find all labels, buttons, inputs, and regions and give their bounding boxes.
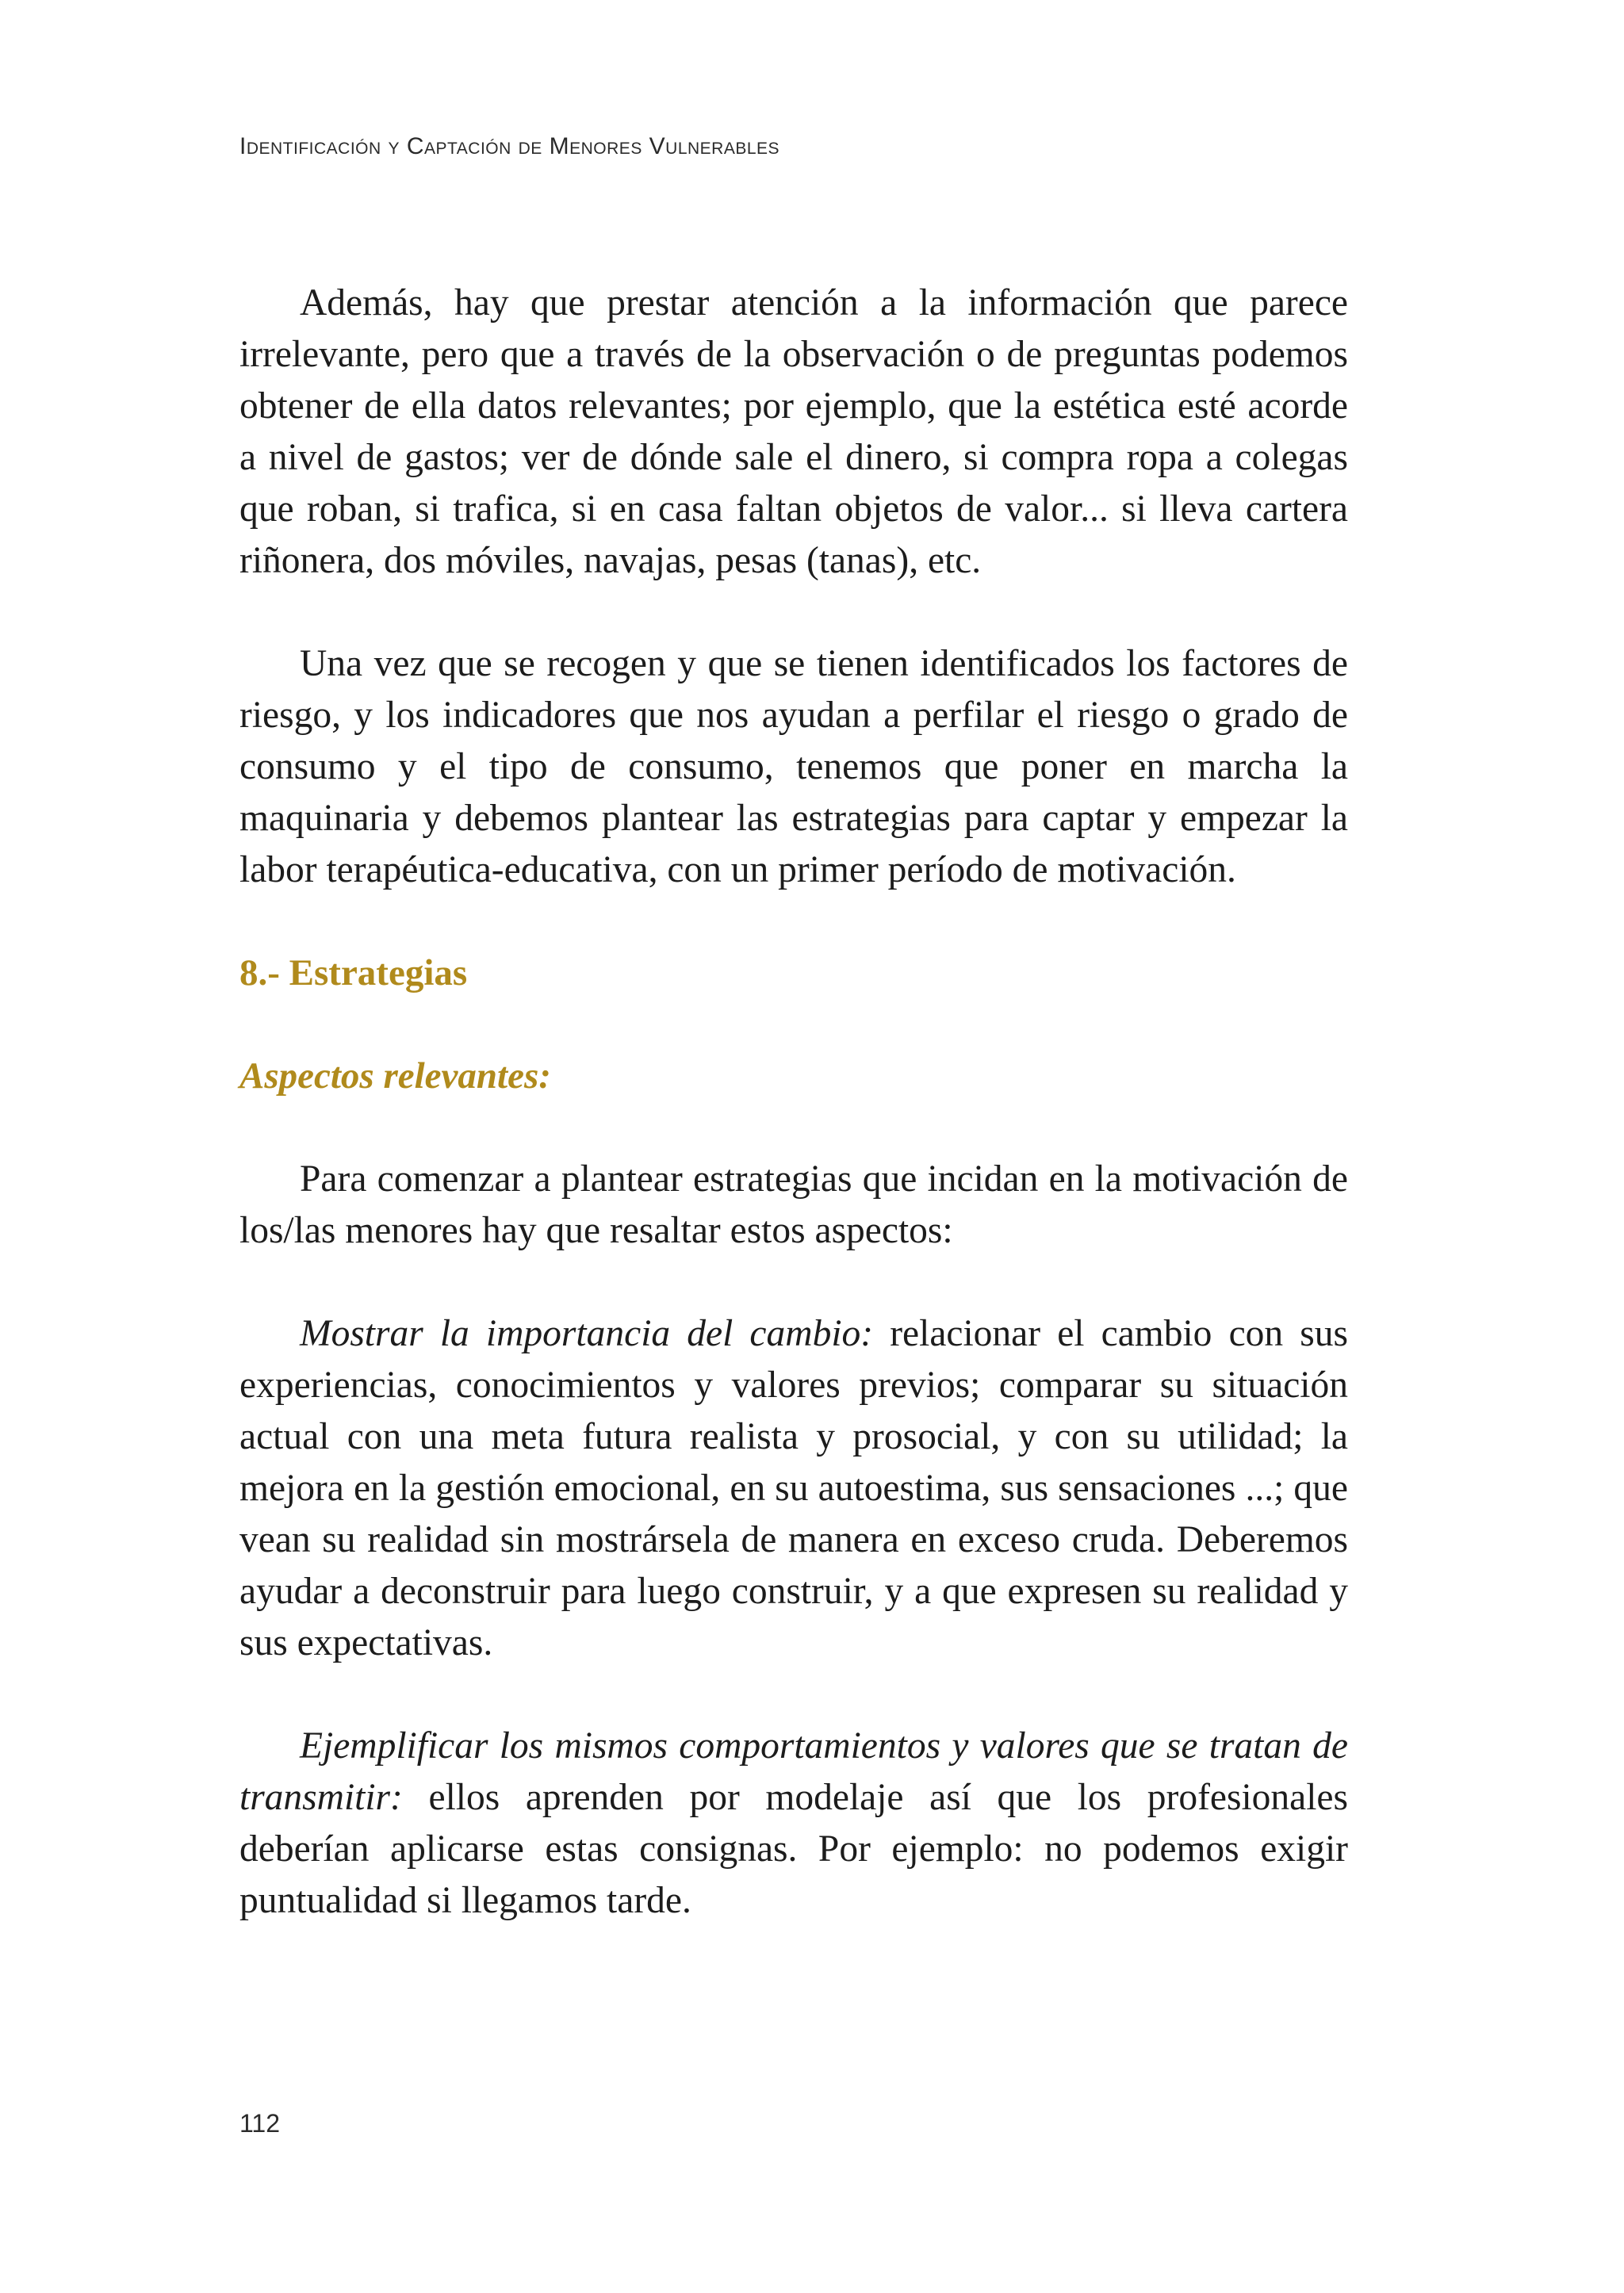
lead-in-importance-of-change: Mostrar la importancia del cambio: <box>300 1313 874 1354</box>
paragraph-exemplify-behaviours-text: ellos aprenden por modelaje así que los profesionales deberían aplicarse estas consignas. Por ejemplo: no podemos exigir puntualidad si llegamos tarde. <box>239 1777 1348 1921</box>
running-header-title: Identificación y Captación de Menores Vulnerables <box>239 133 780 159</box>
paragraph-attention-information: Además, hay que prestar atención a la información que parece irrelevante, pero que a través de la observación o de preguntas podemos obtener de ella datos relevantes; por ejemplo, que la estética esté acorde a nivel de gastos; ver de dónde sale el dinero, si compra ropa a colegas que roban, si trafica, si en casa faltan objetos de valor... si lleva cartera riñonera, dos móviles, navajas, pesas (tanas), etc. <box>239 282 1348 581</box>
paragraph-risk-factors: Una vez que se recogen y que se tienen identificados los factores de riesgo, y los indicadores que nos ayudan a perfilar el riesgo o grado de consumo y el tipo de consumo, tenemos que poner en marcha la maquinaria y debemos plantear las estrategias para captar y empezar la labor terapéutica-educativa, con un primer período de motivación. <box>239 643 1348 890</box>
lead-in-exemplify-behaviours: Ejemplificar los mismos comportamientos y valores que se tratan de transmitir: <box>239 1725 1348 1818</box>
subsection-heading-relevant-aspects: Aspectos relevantes: <box>239 1055 551 1097</box>
paragraph-motivation-intro: Para comenzar a plantear estrategias que incidan en la motivación de los/las menores hay que resaltar estos aspectos: <box>239 1158 1348 1251</box>
paragraph-importance-of-change <box>239 1308 1348 1669</box>
body-text <box>239 278 1348 1927</box>
page-number: 112 <box>239 2109 281 2138</box>
paragraph-exemplify-behaviours <box>239 1721 1348 1927</box>
section-heading-strategies: 8.- Estrategias <box>239 952 468 993</box>
paragraph-importance-of-change-text: relacionar el cambio con sus experiencias, conocimientos y valores previos; comparar su situación actual con una meta futura realista y prosocial, y con su utilidad; la mejora en la gestión emocional, en su autoestima, sus sensaciones ...; que vean su realidad sin mostrársela de manera en exceso cruda. Deberemos ayudar a deconstruir para luego construir, y a que expresen su realidad y sus expectativas. <box>239 1313 1348 1663</box>
